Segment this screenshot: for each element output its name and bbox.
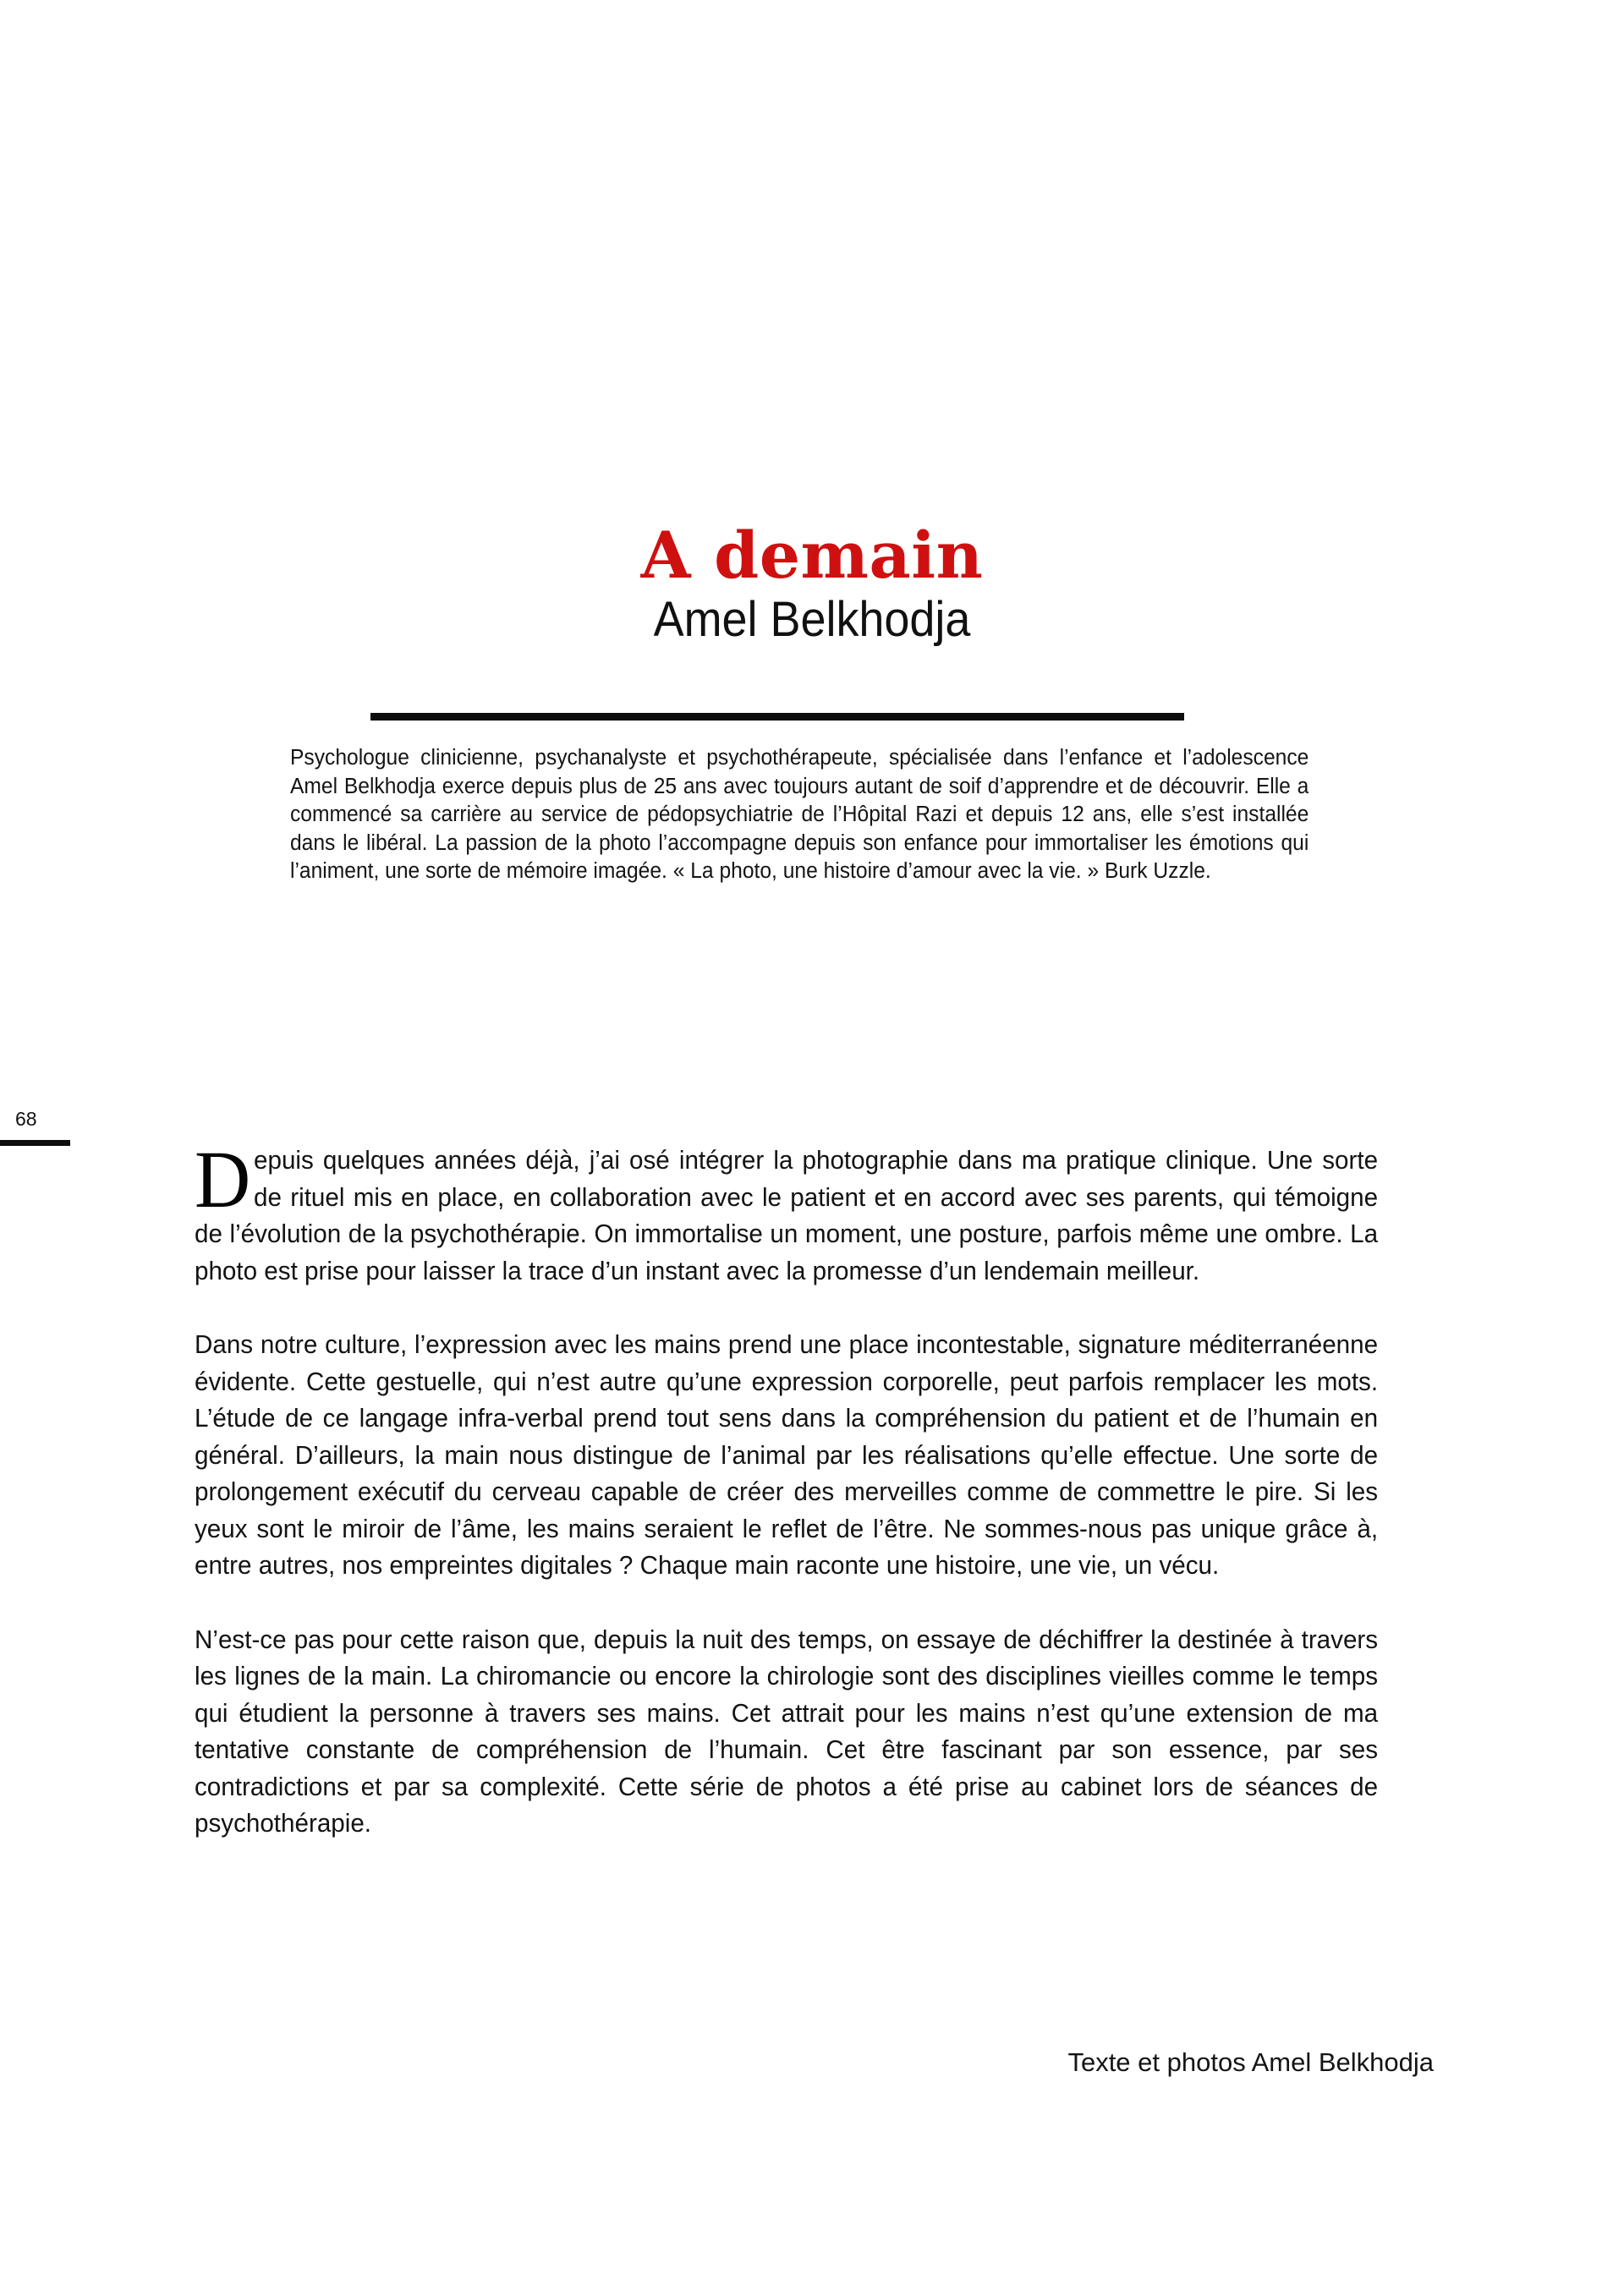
article-header [0, 519, 1624, 648]
article-author: Amel Belkhodja [653, 592, 971, 647]
page-title: A demain [640, 518, 984, 593]
standfirst-paragraph: Psychologue clinicienne, psychanalyste et psychothérapeute, spécialisée dans l’enfance et l’adolescence Amel Belkhodja exerce depuis plus de 25 ans avec toujours autant de soif d’apprendre et de découvrir. Elle a commencé sa carrière au service de pédopsychiatrie de l’Hôpital Razi et depuis 12 ans, elle s’est installée dans le libéral. La passion de la photo l’accompagne depuis son enfance pour immortaliser les émotions qui l’animent, une sorte de mémoire imagée. « La photo, une histoire d’amour avec la vie. » Burk Uzzle. [290, 746, 1309, 883]
body-paragraph-2: Dans notre culture, l’expression avec les mains prend une place incontestable, signature méditerranéenne évidente. Cette gestuelle, qui n’est autre qu’une expression corporelle, peut parfois remplacer les mots. L’étude de ce langage infra-verbal prend tout sens dans la compréhension du patient et de l’humain en général. D’ailleurs, la main nous distingue de l’animal par les réalisations qu’elle effectue. Une sorte de prolongement exécutif du cerveau capable de créer des merveilles comme de commettre le pire. Si les yeux sont le miroir de l’âme, les mains seraient le reflet de l’être. Ne sommes-nous pas unique grâce à, entre autres, nos empreintes digitales ? Chaque main raconte une histoire, une vie, un vécu. [195, 1329, 1379, 1580]
folio-rule [0, 1140, 70, 1146]
body-paragraph-1 [195, 1134, 1379, 1289]
body-column [195, 1134, 1434, 1842]
body-paragraph-1-text: epuis quelques années déjà, j’ai osé intégrer la photographie dans ma pratique clinique. Une sorte de rituel mis en place, en collaboration avec le patient et en accord avec ses parents, qui témoigne de l’évolution de la psychothérapie. On immortalise un moment, une posture, parfois même une ombre. La photo est prise pour laisser la trace d’un instant avec la promesse d’un lendemain meilleur. [195, 1145, 1379, 1285]
credit-line: Texte et photos Amel Belkhodja [1067, 2047, 1434, 2077]
drop-cap: D [195, 1134, 251, 1225]
title-divider-rule [370, 713, 1184, 721]
body-paragraph-3: N’est-ce pas pour cette raison que, depuis la nuit des temps, on essaye de déchiffrer la destinée à travers les lignes de la main. La chiromancie ou encore la chirologie sont des disciplines vieilles comme le temps qui étudient la personne à travers ses mains. Cet attrait pour les mains n’est qu’une extension de ma tentative constante de compréhension de l’humain. Cet être fascinant par son essence, par ses contradictions et par sa complexité. Cette série de photos a été prise au cabinet lors de séances de psychothérapie. [195, 1624, 1379, 1838]
page-number: 68 [15, 1108, 37, 1130]
